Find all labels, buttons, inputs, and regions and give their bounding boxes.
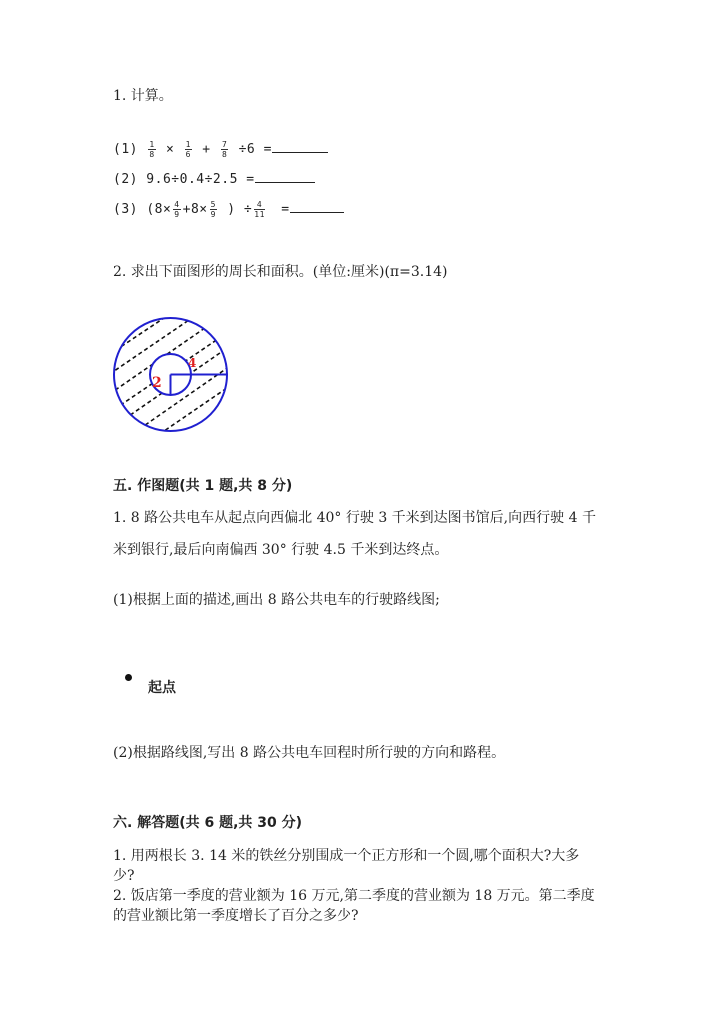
section-6-heading: 六. 解答题(共 6 题,共 30 分) [113, 815, 303, 831]
section-6-q1-line2: 少? [113, 868, 135, 884]
denominator: 8 [149, 150, 155, 159]
fraction [173, 200, 180, 219]
fraction [254, 200, 265, 219]
expression-tail: ÷6 = [238, 142, 272, 157]
item-label: (3) [113, 202, 138, 217]
item-label: (1) [113, 142, 138, 157]
denominator: 9 [210, 210, 216, 219]
section-5-q1-line2: 米到银行,最后向南偏西 30° 行驶 4.5 千米到达终点。 [113, 542, 449, 558]
numerator: 7 [221, 140, 228, 149]
section-5-part1: (1)根据上面的描述,画出 8 路公共电车的行驶路线图; [113, 592, 440, 608]
fraction [185, 140, 192, 159]
section-6-q2-line1: 2. 饭店第一季度的营业额为 16 万元,第二季度的营业额为 18 万元。第二季度 [113, 888, 595, 904]
fraction [221, 140, 228, 159]
answer-blank[interactable] [272, 151, 328, 153]
denominator: 11 [254, 210, 265, 219]
section-5-heading: 五. 作图题(共 1 题,共 8 分) [113, 478, 293, 494]
q2-title: 2. 求出下面图形的周长和面积。(单位:厘米)(π=3.14) [113, 264, 448, 280]
ring-width-label: 4 [188, 356, 197, 370]
section-6-q1-line1: 1. 用两根长 3. 14 米的铁丝分别围成一个正方形和一个圆,哪个面积大?大多 [113, 848, 580, 864]
section-6-q2-line2: 的营业额比第一季度增长了百分之多少? [113, 908, 359, 924]
numerator: 4 [174, 200, 180, 209]
q1-item-2 [113, 172, 315, 187]
annulus-figure [108, 312, 233, 437]
q1-item-1 [113, 140, 328, 159]
operator: × [165, 142, 175, 157]
denominator: 9 [174, 210, 180, 219]
answer-blank[interactable] [290, 211, 344, 213]
start-point-dot [125, 674, 132, 681]
section-5-q1-line1: 1. 8 路公共电车从起点向西偏北 40° 行驶 3 千米到达图书馆后,向西行驶 4 千 [113, 510, 596, 526]
expression-mid: +8× [182, 202, 208, 217]
numerator: 1 [185, 140, 191, 149]
denominator: 8 [221, 150, 228, 159]
expression-tail: = [281, 202, 290, 217]
q1-title: 1. 计算。 [113, 88, 173, 104]
denominator: 6 [185, 150, 191, 159]
expression: (2) 9.6÷0.4÷2.5 = [113, 172, 255, 187]
section-5-part2: (2)根据路线图,写出 8 路公共电车回程时所行驶的方向和路程。 [113, 745, 506, 761]
operator: + [202, 142, 211, 157]
numerator: 4 [254, 200, 265, 210]
numerator: 5 [210, 200, 216, 209]
answer-blank[interactable] [255, 181, 315, 183]
fraction [148, 140, 155, 159]
expression-close: ) ÷ [227, 202, 253, 217]
start-point-label: 起点 [148, 680, 176, 696]
inner-radius-label: 2 [152, 375, 162, 391]
expression-open: (8× [146, 202, 172, 217]
fraction [210, 200, 217, 219]
numerator: 1 [149, 140, 155, 149]
q1-item-3 [113, 200, 344, 219]
